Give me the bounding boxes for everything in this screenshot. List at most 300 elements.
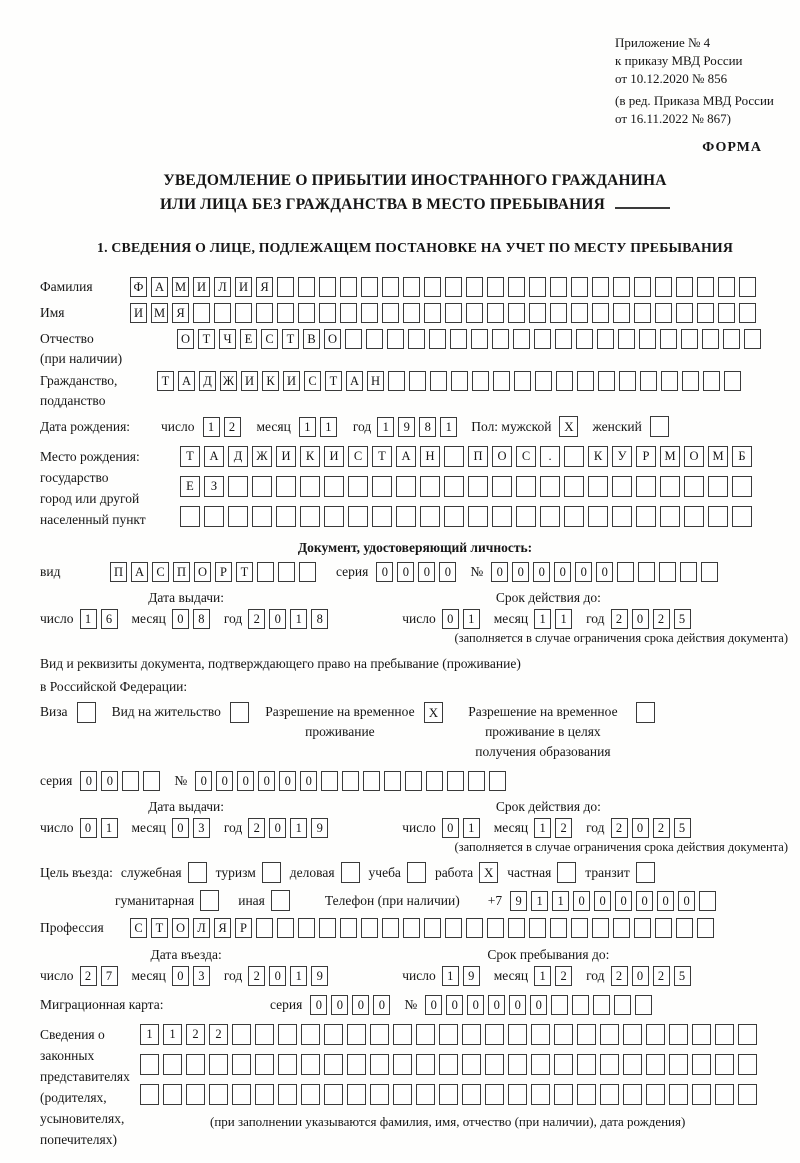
char-cell[interactable] bbox=[140, 1084, 159, 1105]
char-cell[interactable] bbox=[278, 1084, 297, 1105]
char-cell[interactable] bbox=[660, 476, 680, 497]
char-cell[interactable]: 1 bbox=[320, 417, 337, 437]
temp-residence-education-checkbox[interactable] bbox=[636, 702, 655, 723]
char-cell[interactable] bbox=[487, 918, 504, 938]
char-cell[interactable]: С bbox=[348, 446, 368, 467]
char-cell[interactable]: 0 bbox=[425, 995, 442, 1015]
char-cell[interactable]: 0 bbox=[172, 966, 189, 986]
char-cell[interactable] bbox=[319, 303, 336, 323]
char-cell[interactable] bbox=[382, 303, 399, 323]
char-cell[interactable] bbox=[508, 918, 525, 938]
char-cell[interactable]: А bbox=[346, 371, 363, 391]
char-cell[interactable] bbox=[646, 1024, 665, 1045]
purpose-work-checkbox[interactable]: X bbox=[479, 862, 498, 883]
char-cell[interactable] bbox=[554, 1084, 573, 1105]
char-cell[interactable] bbox=[403, 277, 420, 297]
char-cell[interactable] bbox=[426, 771, 443, 791]
char-cell[interactable]: 1 bbox=[101, 818, 118, 838]
char-cell[interactable] bbox=[492, 506, 512, 527]
char-cell[interactable] bbox=[340, 303, 357, 323]
char-cell[interactable] bbox=[577, 1024, 596, 1045]
char-cell[interactable]: 0 bbox=[352, 995, 369, 1015]
char-cell[interactable]: 2 bbox=[653, 609, 670, 629]
char-cell[interactable]: Ж bbox=[220, 371, 237, 391]
char-cell[interactable] bbox=[597, 329, 614, 349]
char-cell[interactable] bbox=[646, 1084, 665, 1105]
char-cell[interactable]: 0 bbox=[331, 995, 348, 1015]
char-cell[interactable] bbox=[424, 918, 441, 938]
char-cell[interactable] bbox=[252, 476, 272, 497]
char-cell[interactable] bbox=[403, 918, 420, 938]
char-cell[interactable] bbox=[393, 1084, 412, 1105]
char-cell[interactable] bbox=[416, 1084, 435, 1105]
char-cell[interactable]: 0 bbox=[573, 891, 590, 911]
char-cell[interactable]: 0 bbox=[632, 818, 649, 838]
char-cell[interactable] bbox=[550, 918, 567, 938]
char-cell[interactable]: 1 bbox=[552, 891, 569, 911]
char-cell[interactable] bbox=[278, 1054, 297, 1075]
char-cell[interactable]: 0 bbox=[446, 995, 463, 1015]
char-cell[interactable] bbox=[655, 277, 672, 297]
char-cell[interactable] bbox=[697, 918, 714, 938]
char-cell[interactable]: С bbox=[152, 562, 169, 582]
char-cell[interactable]: 2 bbox=[555, 818, 572, 838]
char-cell[interactable] bbox=[564, 506, 584, 527]
char-cell[interactable] bbox=[692, 1054, 711, 1075]
purpose-transit-checkbox[interactable] bbox=[636, 862, 655, 883]
char-cell[interactable] bbox=[492, 329, 509, 349]
char-cell[interactable] bbox=[471, 329, 488, 349]
char-cell[interactable] bbox=[466, 918, 483, 938]
char-cell[interactable]: К bbox=[300, 446, 320, 467]
char-cell[interactable]: 0 bbox=[554, 562, 571, 582]
char-cell[interactable] bbox=[409, 371, 426, 391]
char-cell[interactable] bbox=[669, 1084, 688, 1105]
char-cell[interactable]: М bbox=[151, 303, 168, 323]
char-cell[interactable]: 1 bbox=[377, 417, 394, 437]
char-cell[interactable] bbox=[684, 476, 704, 497]
char-cell[interactable] bbox=[655, 303, 672, 323]
char-cell[interactable]: 1 bbox=[299, 417, 316, 437]
char-cell[interactable] bbox=[232, 1054, 251, 1075]
char-cell[interactable]: Л bbox=[193, 918, 210, 938]
char-cell[interactable]: Ч bbox=[219, 329, 236, 349]
char-cell[interactable] bbox=[361, 277, 378, 297]
char-cell[interactable] bbox=[577, 1054, 596, 1075]
char-cell[interactable] bbox=[715, 1024, 734, 1045]
char-cell[interactable] bbox=[430, 371, 447, 391]
char-cell[interactable]: 2 bbox=[611, 966, 628, 986]
char-cell[interactable] bbox=[393, 1024, 412, 1045]
char-cell[interactable]: Р bbox=[215, 562, 232, 582]
char-cell[interactable] bbox=[319, 918, 336, 938]
char-cell[interactable]: 0 bbox=[488, 995, 505, 1015]
char-cell[interactable] bbox=[186, 1054, 205, 1075]
char-cell[interactable] bbox=[540, 476, 560, 497]
char-cell[interactable]: О bbox=[324, 329, 341, 349]
char-cell[interactable] bbox=[256, 918, 273, 938]
char-cell[interactable]: 0 bbox=[575, 562, 592, 582]
char-cell[interactable] bbox=[531, 1054, 550, 1075]
char-cell[interactable] bbox=[588, 506, 608, 527]
char-cell[interactable] bbox=[468, 506, 488, 527]
char-cell[interactable] bbox=[600, 1084, 619, 1105]
char-cell[interactable] bbox=[300, 476, 320, 497]
char-cell[interactable]: 0 bbox=[491, 562, 508, 582]
char-cell[interactable]: 1 bbox=[140, 1024, 159, 1045]
char-cell[interactable] bbox=[472, 371, 489, 391]
char-cell[interactable] bbox=[300, 506, 320, 527]
char-cell[interactable] bbox=[718, 277, 735, 297]
char-cell[interactable] bbox=[529, 277, 546, 297]
char-cell[interactable]: Т bbox=[180, 446, 200, 467]
char-cell[interactable] bbox=[321, 771, 338, 791]
char-cell[interactable] bbox=[613, 303, 630, 323]
char-cell[interactable] bbox=[636, 476, 656, 497]
char-cell[interactable]: 8 bbox=[419, 417, 436, 437]
char-cell[interactable] bbox=[738, 1024, 757, 1045]
char-cell[interactable] bbox=[556, 371, 573, 391]
char-cell[interactable] bbox=[692, 1024, 711, 1045]
char-cell[interactable] bbox=[529, 918, 546, 938]
char-cell[interactable] bbox=[646, 1054, 665, 1075]
char-cell[interactable] bbox=[396, 506, 416, 527]
char-cell[interactable] bbox=[447, 771, 464, 791]
char-cell[interactable]: О bbox=[684, 446, 704, 467]
char-cell[interactable]: А bbox=[396, 446, 416, 467]
char-cell[interactable] bbox=[572, 995, 589, 1015]
char-cell[interactable] bbox=[592, 303, 609, 323]
char-cell[interactable] bbox=[697, 303, 714, 323]
char-cell[interactable]: Л bbox=[214, 277, 231, 297]
char-cell[interactable]: Н bbox=[367, 371, 384, 391]
char-cell[interactable] bbox=[619, 371, 636, 391]
char-cell[interactable] bbox=[612, 506, 632, 527]
purpose-tourism-checkbox[interactable] bbox=[262, 862, 281, 883]
char-cell[interactable] bbox=[682, 371, 699, 391]
char-cell[interactable]: С bbox=[304, 371, 321, 391]
char-cell[interactable] bbox=[366, 329, 383, 349]
char-cell[interactable] bbox=[209, 1084, 228, 1105]
char-cell[interactable]: 9 bbox=[510, 891, 527, 911]
char-cell[interactable] bbox=[163, 1084, 182, 1105]
char-cell[interactable] bbox=[276, 506, 296, 527]
char-cell[interactable]: 0 bbox=[269, 818, 286, 838]
char-cell[interactable] bbox=[255, 1054, 274, 1075]
char-cell[interactable]: И bbox=[235, 277, 252, 297]
char-cell[interactable]: 8 bbox=[193, 609, 210, 629]
char-cell[interactable]: 1 bbox=[463, 609, 480, 629]
char-cell[interactable]: 1 bbox=[463, 818, 480, 838]
char-cell[interactable] bbox=[702, 329, 719, 349]
char-cell[interactable]: С bbox=[261, 329, 278, 349]
char-cell[interactable] bbox=[450, 329, 467, 349]
char-cell[interactable]: 0 bbox=[533, 562, 550, 582]
char-cell[interactable]: 2 bbox=[555, 966, 572, 986]
char-cell[interactable] bbox=[186, 1084, 205, 1105]
char-cell[interactable] bbox=[347, 1054, 366, 1075]
char-cell[interactable] bbox=[361, 918, 378, 938]
char-cell[interactable] bbox=[255, 1024, 274, 1045]
char-cell[interactable] bbox=[732, 476, 752, 497]
char-cell[interactable] bbox=[623, 1084, 642, 1105]
char-cell[interactable]: О bbox=[177, 329, 194, 349]
char-cell[interactable]: 0 bbox=[172, 818, 189, 838]
char-cell[interactable]: 0 bbox=[397, 562, 414, 582]
char-cell[interactable] bbox=[298, 303, 315, 323]
purpose-study-checkbox[interactable] bbox=[407, 862, 426, 883]
char-cell[interactable] bbox=[598, 371, 615, 391]
char-cell[interactable] bbox=[492, 476, 512, 497]
char-cell[interactable]: 2 bbox=[209, 1024, 228, 1045]
char-cell[interactable]: 0 bbox=[80, 771, 97, 791]
char-cell[interactable] bbox=[228, 476, 248, 497]
char-cell[interactable] bbox=[462, 1084, 481, 1105]
char-cell[interactable] bbox=[638, 562, 655, 582]
char-cell[interactable] bbox=[444, 506, 464, 527]
char-cell[interactable] bbox=[277, 303, 294, 323]
char-cell[interactable] bbox=[340, 277, 357, 297]
char-cell[interactable] bbox=[531, 1024, 550, 1045]
char-cell[interactable] bbox=[738, 1084, 757, 1105]
char-cell[interactable] bbox=[204, 506, 224, 527]
char-cell[interactable] bbox=[301, 1054, 320, 1075]
char-cell[interactable] bbox=[445, 277, 462, 297]
char-cell[interactable] bbox=[324, 476, 344, 497]
char-cell[interactable] bbox=[636, 506, 656, 527]
char-cell[interactable]: 0 bbox=[632, 966, 649, 986]
char-cell[interactable]: 1 bbox=[203, 417, 220, 437]
char-cell[interactable]: З bbox=[204, 476, 224, 497]
char-cell[interactable] bbox=[485, 1084, 504, 1105]
char-cell[interactable]: Т bbox=[236, 562, 253, 582]
char-cell[interactable] bbox=[143, 771, 160, 791]
char-cell[interactable]: И bbox=[193, 277, 210, 297]
char-cell[interactable] bbox=[468, 476, 488, 497]
char-cell[interactable] bbox=[420, 476, 440, 497]
char-cell[interactable] bbox=[370, 1024, 389, 1045]
char-cell[interactable] bbox=[550, 303, 567, 323]
char-cell[interactable] bbox=[363, 771, 380, 791]
char-cell[interactable] bbox=[405, 771, 422, 791]
char-cell[interactable] bbox=[370, 1084, 389, 1105]
char-cell[interactable]: 0 bbox=[195, 771, 212, 791]
char-cell[interactable]: 2 bbox=[248, 609, 265, 629]
char-cell[interactable] bbox=[416, 1054, 435, 1075]
char-cell[interactable] bbox=[324, 506, 344, 527]
char-cell[interactable] bbox=[256, 303, 273, 323]
char-cell[interactable]: Т bbox=[151, 918, 168, 938]
char-cell[interactable] bbox=[324, 1024, 343, 1045]
char-cell[interactable]: 0 bbox=[376, 562, 393, 582]
char-cell[interactable] bbox=[577, 1084, 596, 1105]
char-cell[interactable]: 0 bbox=[442, 818, 459, 838]
char-cell[interactable]: Т bbox=[372, 446, 392, 467]
char-cell[interactable] bbox=[617, 562, 634, 582]
char-cell[interactable] bbox=[439, 1084, 458, 1105]
char-cell[interactable] bbox=[634, 918, 651, 938]
char-cell[interactable] bbox=[681, 329, 698, 349]
char-cell[interactable] bbox=[301, 1084, 320, 1105]
char-cell[interactable]: 1 bbox=[290, 818, 307, 838]
char-cell[interactable]: 0 bbox=[596, 562, 613, 582]
char-cell[interactable]: 1 bbox=[534, 966, 551, 986]
char-cell[interactable] bbox=[634, 277, 651, 297]
purpose-other-checkbox[interactable] bbox=[271, 890, 290, 911]
char-cell[interactable]: 2 bbox=[653, 818, 670, 838]
char-cell[interactable] bbox=[348, 476, 368, 497]
char-cell[interactable] bbox=[661, 371, 678, 391]
char-cell[interactable] bbox=[485, 1054, 504, 1075]
char-cell[interactable]: 2 bbox=[611, 609, 628, 629]
char-cell[interactable] bbox=[540, 506, 560, 527]
char-cell[interactable] bbox=[424, 277, 441, 297]
char-cell[interactable] bbox=[640, 371, 657, 391]
char-cell[interactable]: И bbox=[241, 371, 258, 391]
char-cell[interactable]: И bbox=[130, 303, 147, 323]
char-cell[interactable] bbox=[612, 476, 632, 497]
char-cell[interactable]: Д bbox=[199, 371, 216, 391]
char-cell[interactable]: 5 bbox=[674, 609, 691, 629]
char-cell[interactable]: И bbox=[283, 371, 300, 391]
char-cell[interactable]: 6 bbox=[101, 609, 118, 629]
char-cell[interactable] bbox=[554, 1054, 573, 1075]
char-cell[interactable]: 2 bbox=[611, 818, 628, 838]
char-cell[interactable] bbox=[723, 329, 740, 349]
char-cell[interactable] bbox=[623, 1024, 642, 1045]
char-cell[interactable] bbox=[163, 1054, 182, 1075]
char-cell[interactable]: И bbox=[324, 446, 344, 467]
char-cell[interactable] bbox=[739, 303, 756, 323]
char-cell[interactable] bbox=[701, 562, 718, 582]
char-cell[interactable]: П bbox=[468, 446, 488, 467]
char-cell[interactable] bbox=[444, 476, 464, 497]
char-cell[interactable]: 1 bbox=[440, 417, 457, 437]
char-cell[interactable] bbox=[564, 476, 584, 497]
char-cell[interactable]: 2 bbox=[186, 1024, 205, 1045]
char-cell[interactable] bbox=[577, 371, 594, 391]
char-cell[interactable] bbox=[508, 1084, 527, 1105]
char-cell[interactable]: О bbox=[194, 562, 211, 582]
char-cell[interactable]: А bbox=[151, 277, 168, 297]
char-cell[interactable] bbox=[466, 303, 483, 323]
char-cell[interactable] bbox=[384, 771, 401, 791]
char-cell[interactable] bbox=[669, 1024, 688, 1045]
char-cell[interactable] bbox=[508, 1024, 527, 1045]
char-cell[interactable]: Т bbox=[282, 329, 299, 349]
char-cell[interactable]: К bbox=[262, 371, 279, 391]
char-cell[interactable]: 0 bbox=[269, 966, 286, 986]
char-cell[interactable]: 0 bbox=[594, 891, 611, 911]
char-cell[interactable] bbox=[508, 1054, 527, 1075]
char-cell[interactable]: У bbox=[612, 446, 632, 467]
char-cell[interactable] bbox=[564, 446, 584, 467]
char-cell[interactable] bbox=[252, 506, 272, 527]
char-cell[interactable] bbox=[382, 277, 399, 297]
char-cell[interactable]: 0 bbox=[632, 609, 649, 629]
char-cell[interactable] bbox=[403, 303, 420, 323]
char-cell[interactable] bbox=[462, 1024, 481, 1045]
char-cell[interactable]: 2 bbox=[224, 417, 241, 437]
char-cell[interactable] bbox=[684, 506, 704, 527]
char-cell[interactable] bbox=[508, 277, 525, 297]
char-cell[interactable]: 9 bbox=[311, 818, 328, 838]
char-cell[interactable]: 1 bbox=[442, 966, 459, 986]
char-cell[interactable] bbox=[451, 371, 468, 391]
purpose-business-checkbox[interactable] bbox=[341, 862, 360, 883]
char-cell[interactable] bbox=[324, 1054, 343, 1075]
char-cell[interactable] bbox=[445, 918, 462, 938]
char-cell[interactable] bbox=[634, 303, 651, 323]
char-cell[interactable] bbox=[489, 771, 506, 791]
char-cell[interactable]: 0 bbox=[373, 995, 390, 1015]
char-cell[interactable] bbox=[277, 277, 294, 297]
char-cell[interactable]: 3 bbox=[193, 966, 210, 986]
char-cell[interactable] bbox=[531, 1084, 550, 1105]
char-cell[interactable] bbox=[732, 506, 752, 527]
residence-permit-checkbox[interactable] bbox=[230, 702, 249, 723]
char-cell[interactable]: 1 bbox=[290, 966, 307, 986]
char-cell[interactable]: Е bbox=[180, 476, 200, 497]
char-cell[interactable]: 0 bbox=[657, 891, 674, 911]
char-cell[interactable]: Т bbox=[198, 329, 215, 349]
char-cell[interactable] bbox=[588, 476, 608, 497]
char-cell[interactable] bbox=[703, 371, 720, 391]
char-cell[interactable] bbox=[444, 446, 464, 467]
char-cell[interactable] bbox=[551, 995, 568, 1015]
char-cell[interactable] bbox=[193, 303, 210, 323]
char-cell[interactable]: М bbox=[172, 277, 189, 297]
char-cell[interactable]: 7 bbox=[101, 966, 118, 986]
char-cell[interactable] bbox=[493, 371, 510, 391]
char-cell[interactable] bbox=[416, 1024, 435, 1045]
char-cell[interactable] bbox=[660, 329, 677, 349]
char-cell[interactable] bbox=[744, 329, 761, 349]
char-cell[interactable] bbox=[278, 562, 295, 582]
char-cell[interactable] bbox=[508, 303, 525, 323]
char-cell[interactable] bbox=[180, 506, 200, 527]
char-cell[interactable]: О bbox=[172, 918, 189, 938]
char-cell[interactable]: 0 bbox=[279, 771, 296, 791]
char-cell[interactable] bbox=[235, 303, 252, 323]
char-cell[interactable]: 0 bbox=[172, 609, 189, 629]
char-cell[interactable]: 0 bbox=[258, 771, 275, 791]
char-cell[interactable] bbox=[555, 329, 572, 349]
char-cell[interactable] bbox=[614, 995, 631, 1015]
char-cell[interactable] bbox=[388, 371, 405, 391]
char-cell[interactable] bbox=[439, 1024, 458, 1045]
char-cell[interactable] bbox=[468, 771, 485, 791]
char-cell[interactable]: 1 bbox=[290, 609, 307, 629]
char-cell[interactable] bbox=[516, 506, 536, 527]
char-cell[interactable]: 0 bbox=[310, 995, 327, 1015]
char-cell[interactable] bbox=[277, 918, 294, 938]
char-cell[interactable] bbox=[571, 277, 588, 297]
char-cell[interactable]: 1 bbox=[163, 1024, 182, 1045]
char-cell[interactable]: 0 bbox=[80, 818, 97, 838]
char-cell[interactable]: Б bbox=[732, 446, 752, 467]
char-cell[interactable] bbox=[676, 303, 693, 323]
char-cell[interactable] bbox=[298, 277, 315, 297]
female-checkbox[interactable] bbox=[650, 416, 669, 437]
char-cell[interactable] bbox=[680, 562, 697, 582]
char-cell[interactable] bbox=[550, 277, 567, 297]
char-cell[interactable] bbox=[738, 1054, 757, 1075]
male-checkbox[interactable]: X bbox=[559, 416, 578, 437]
char-cell[interactable]: М bbox=[660, 446, 680, 467]
char-cell[interactable]: Н bbox=[420, 446, 440, 467]
purpose-private-checkbox[interactable] bbox=[557, 862, 576, 883]
